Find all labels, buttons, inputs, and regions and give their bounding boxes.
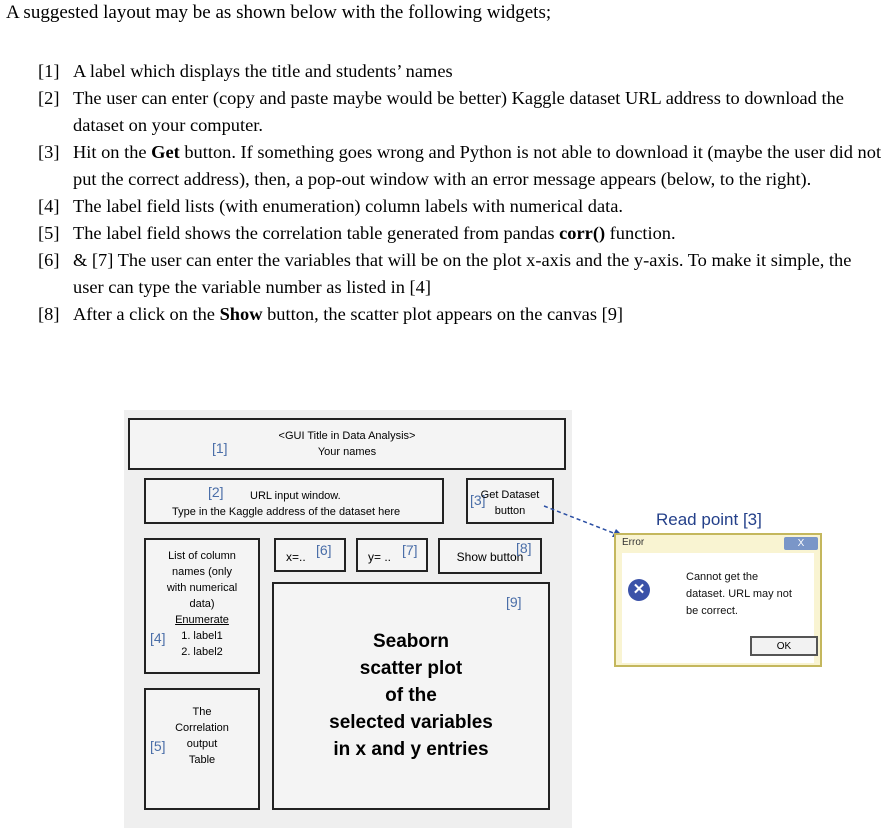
widget-list — [38, 58, 883, 328]
y-entry[interactable]: y= .. [7] — [356, 538, 428, 572]
gui-title: <GUI Title in Data Analysis> — [278, 430, 416, 442]
list-item: [4] The label field lists (with enumeration) column labels with numerical data. — [38, 196, 624, 216]
error-icon: ✕ — [628, 579, 650, 601]
ok-button[interactable]: OK — [750, 636, 818, 656]
show-button[interactable]: Show button [8] — [438, 538, 542, 574]
list-item: [5] The label field shows the correlation table generated from pandas corr() function. — [38, 223, 676, 243]
names-label: Your names — [317, 446, 377, 458]
intro-text: A suggested layout may be as shown below with the following widgets; — [6, 2, 552, 23]
title-label-box: <GUI Title in Data Analysis> Your names [1] — [128, 418, 566, 470]
error-title: Error — [622, 537, 645, 548]
url-input-box[interactable]: [2] URL input window. Type in the Kaggle address of the dataset here — [144, 478, 444, 524]
column-list-label: List of column names (only with numerical data) Enumerate 1. label1 2. label2 [4] — [144, 538, 260, 674]
plot-canvas: [9] Seaborn scatter plot of the selected variables in x and y entries — [272, 582, 550, 810]
list-item: [6] & [7] The user can enter the variables that will be on the plot x-axis and the y-axis. To make it simple, the user can type the variable number as listed in [4] — [38, 250, 852, 297]
read-point-label: Read point [3] — [656, 510, 762, 529]
error-message: Cannot get the dataset. URL may not be correct. — [686, 571, 792, 617]
list-item: [3] Hit on the Get button. If something goes wrong and Python is not able to download it (maybe the user did not put the correct address), then, a pop-out window with an error message appears (below, to the right). — [38, 142, 882, 189]
list-item: [8] After a click on the Show button, the scatter plot appears on the canvas [9] — [38, 304, 624, 324]
gui-mockup — [124, 410, 572, 828]
list-item: [2] The user can enter (copy and paste maybe would be better) Kaggle dataset URL address to download the dataset on your computer. — [38, 88, 844, 135]
error-dialog — [614, 533, 822, 667]
list-item: [1] A label which displays the title and students’ names — [38, 61, 453, 81]
correlation-table-label: The Correlation output Table [5] — [144, 688, 260, 810]
get-dataset-button[interactable]: [3] Get Dataset button — [466, 478, 554, 524]
x-entry[interactable]: x=.. [6] — [274, 538, 346, 572]
close-icon[interactable]: X — [784, 537, 818, 550]
